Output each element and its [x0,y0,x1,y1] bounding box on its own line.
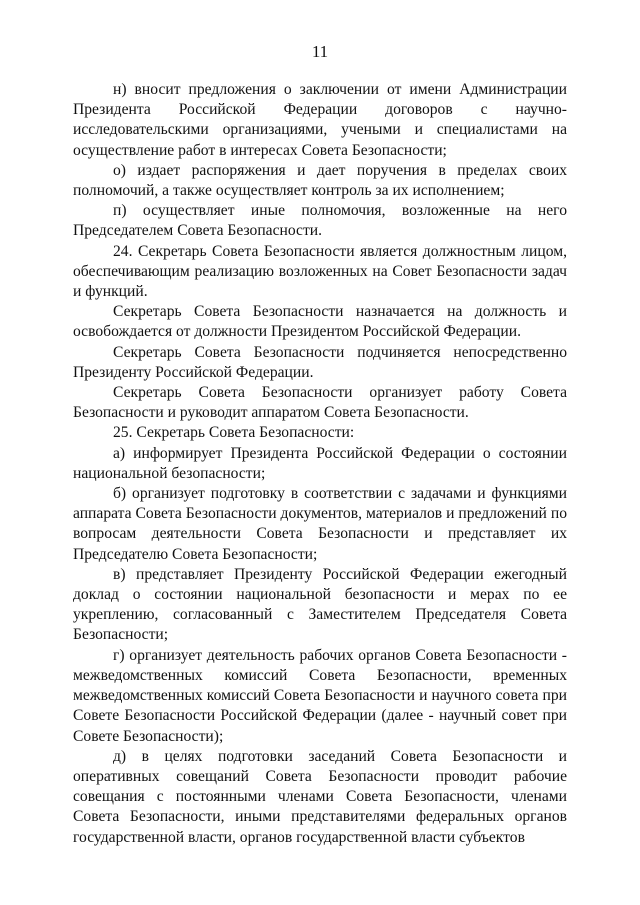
paragraph-subordination: Секретарь Совета Безопасности подчиняется непосредственно Президенту Российской Федерации. [73,343,567,381]
paragraph-appointment: Секретарь Совета Безопасности назначается на должность и освобождается от должности Президентом Российской Федерации. [73,303,567,341]
paragraph-g: г) организует деятельность рабочих органов Совета Безопасности - межведомственных комиссий Совета Безопасности, временных межведомственных комиссий Совета Безопасности и научного совета при Совете Безопасности Российской Федерации (далее - научный совет при Совете Безопасности); [73,646,567,745]
document-body [73,80,567,848]
paragraph-organizes-work: Секретарь Совета Безопасности организует работу Совета Безопасности и руководит аппаратом Совета Безопасности. [73,384,567,422]
paragraph-25-heading: 25. Секретарь Совета Безопасности: [113,424,355,442]
paragraph-a: а) информирует Президента Российской Федерации о состоянии национальной безопасности; [73,444,567,482]
page-number: 11 [311,42,329,61]
paragraph-d: д) в целях подготовки заседаний Совета Безопасности и оперативных совещаний Совета Безопасности проводит рабочие совещания с постоянными членами Совета Безопасности, членами Совета Безопасности, иными представителями федеральных органов государственной власти, органов государственной власти субъектов [73,747,567,846]
paragraph-o: о) издает распоряжения и дает поручения в пределах своих полномочий, а также осуществляет контроль за их исполнением; [73,161,567,200]
paragraph-v: в) представляет Президенту Российской Федерации ежегодный доклад о состоянии национальной безопасности и мерах по ее укреплению, согласованный с Заместителем Председателя Совета Безопасности; [73,565,567,644]
paragraph-p: п) осуществляет иные полномочия, возложенные на него Председателем Совета Безопасности. [73,202,567,240]
paragraph-b: б) организует подготовку в соответствии с задачами и функциями аппарата Совета Безопасности документов, материалов и предложений по вопросам деятельности Совета Безопасности и представляет их Председателю Совета Безопасности; [73,485,567,563]
paragraph-n: н) вносит предложения о заключении от имени Администрации Президента Российской Федерации договоров с научно-исследовательскими организациями, учеными и специалистами на осуществление работ в интересах Совета Безопасности; [73,81,567,159]
paragraph-24: 24. Секретарь Совета Безопасности является должностным лицом, обеспечивающим реализацию возложенных на Совет Безопасности задач и функций. [73,242,567,301]
